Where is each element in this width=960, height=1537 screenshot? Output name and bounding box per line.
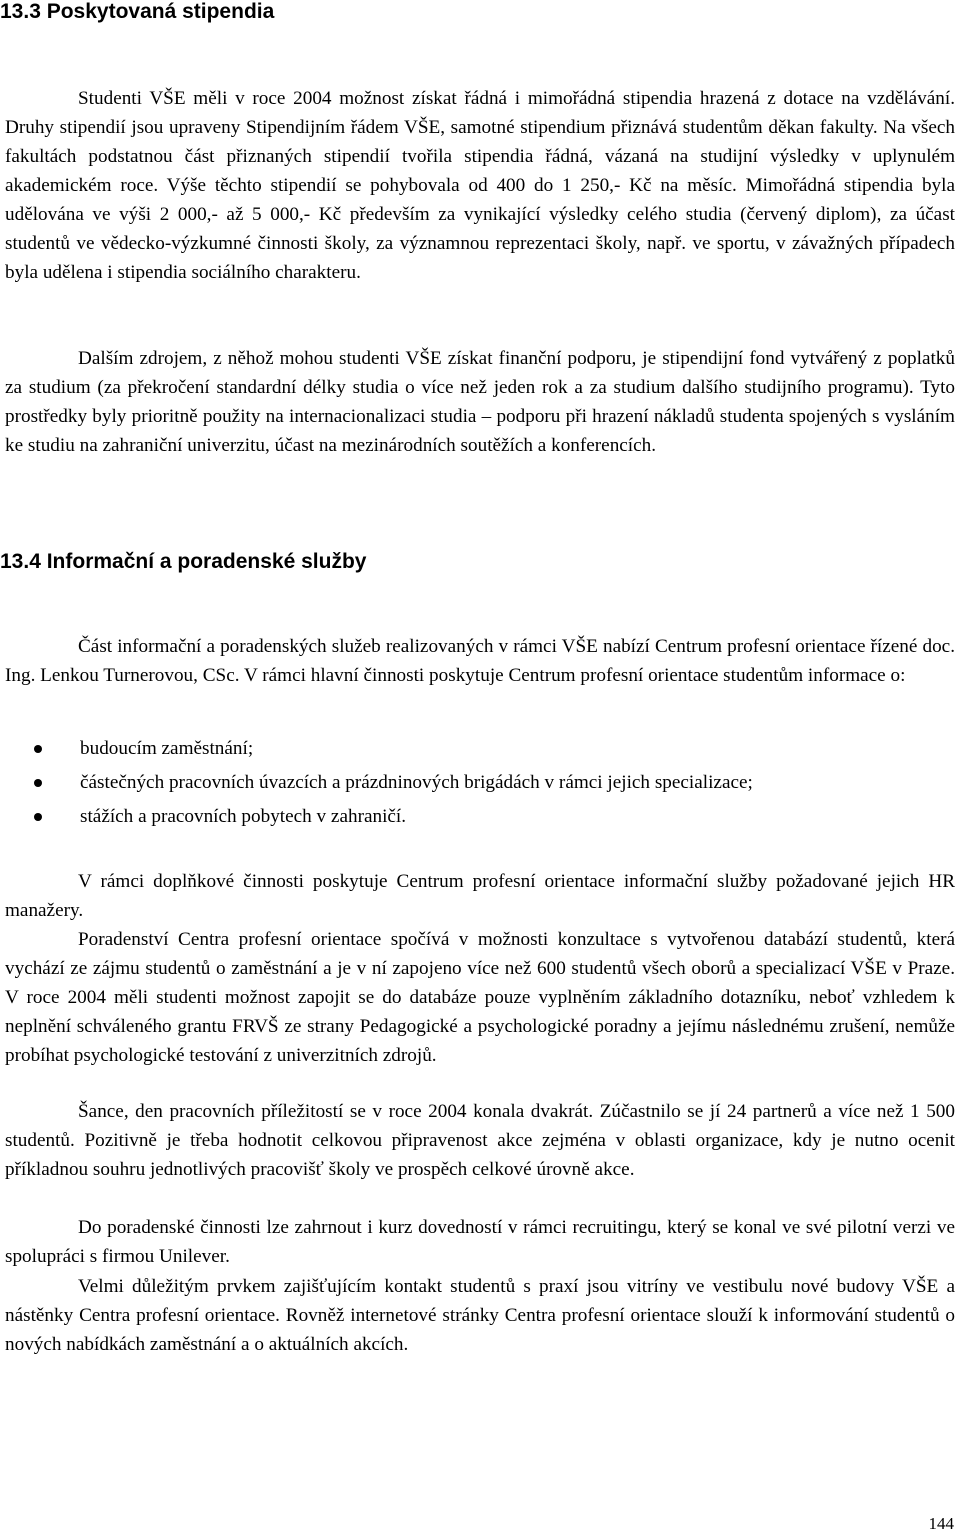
services-bullet-list [5,734,955,836]
list-item-text: stážích a pracovních pobytech v zahraničí. [80,806,407,827]
paragraph-hr-services: V rámci doplňkové činnosti poskytuje Centrum profesní orientace informační služby požadované jejich HR manažery. [5,871,955,921]
page-number: 144 [928,1514,954,1533]
paragraph-scholarship-fund: Dalším zdrojem, z něhož mohou studenti VŠE získat finanční podporu, je stipendijní fond vytvářený z poplatků za studium (za překročení standardní délky studia o více než jeden rok a za studium dalšího studijního programu). Tyto prostředky byly prioritně použity na internacionalizaci studia – podporu při hrazení nákladů studenta spojených s vysláním ke studiu na zahraniční univerzitu, účast na mezinárodních soutěžích a konferencích. [5,348,955,456]
paragraph-showcases-web: Velmi důležitým prvkem zajišťujícím kontakt studentů s praxí jsou vitríny ve vestibulu nové budovy VŠE a nástěnky Centra profesní orientace. Rovněž internetové stránky Centra profesní orientace slouží k informování studentů o nových nabídkách zaměstnání a o aktuálních akcích. [5,1276,955,1355]
section-heading-13-4: 13.4 Informační a poradenské služby [0,550,367,573]
list-item [5,734,955,763]
paragraph-counselling: Poradenství Centra profesní orientace spočívá v možnosti konzultace s vytvořenou databází studentů, která vychází ze zájmu studentů o zaměstnání a je v ní zapojeno více než 600 studentů všech oborů a specializací VŠE v Praze. V roce 2004 měli studenti možnost zapojit se do databáze pouze vyplněním základního dotazníku, neboť vzhledem k neplnění schváleného grantu FRVŠ ze strany Pedagogické a psychologické poradny a jejímu následnému zrušení, nemůže probíhat psychologické testování z univerzitních zdrojů. [5,929,955,1066]
paragraph-scholarships: Studenti VŠE měli v roce 2004 možnost získat řádná i mimořádná stipendia hrazená z dotace na vzdělávání. Druhy stipendií jsou upraveny Stipendijním řádem VŠE, samotné stipendium přiznává studentům děkan fakulty. Na všech fakultách podstatnou část přiznaných stipendií tvořila stipendia řádná, vázaná na studijní výsledky v uplynulém akademickém roce. Výše těchto stipendií se pohybovala od 400 do 1 250,- Kč na měsíc. Mimořádná stipendia byla udělována ve výši 2 000,- až 5 000,- Kč především za vynikající výsledky celého studia (červený diplom), za účast studentů ve vědecko-výzkumné činnosti školy, za významnou reprezentaci školy, např. ve sportu, v závažných případech byla udělena i stipendia sociálního charakteru. [5,88,955,283]
list-item-text: částečných pracovních úvazcích a prázdninových brigádách v rámci jejich specializace; [80,772,753,793]
bullet-icon [34,779,42,787]
bullet-icon [34,813,42,821]
paragraph-skills-course: Do poradenské činnosti lze zahrnout i kurz dovedností v rámci recruitingu, který se konal ve své pilotní verzi ve spolupráci s firmou Unilever. [5,1217,955,1267]
list-item-text: budoucím zaměstnání; [80,738,254,759]
list-item [5,768,955,797]
section-heading-13-3: 13.3 Poskytovaná stipendia [0,0,275,23]
paragraph-career-centre-intro: Část informační a poradenských služeb realizovaných v rámci VŠE nabízí Centrum profesní orientace řízené doc. Ing. Lenkou Turnerovou, CSc. V rámci hlavní činnosti poskytuje Centrum profesní orientace studentům informace o: [5,636,955,686]
list-item [5,802,955,831]
bullet-icon [34,745,42,753]
paragraph-job-fair: Šance, den pracovních příležitostí se v roce 2004 konala dvakrát. Zúčastnilo se jí 24 partnerů a více než 1 500 studentů. Pozitivně je třeba hodnotit celkovou připravenost akce zejména v oblasti organizace, kdy je nutno ocenit příkladnou souhru jednotlivých pracovišť školy ve prospěch celkové úrovně akce. [5,1101,955,1180]
